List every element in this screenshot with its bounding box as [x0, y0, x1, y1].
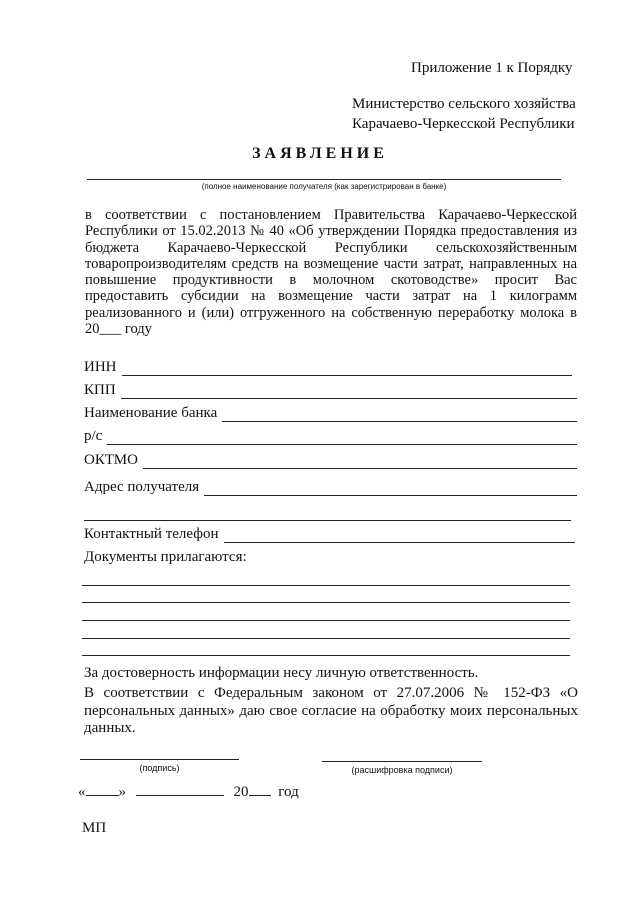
kpp-label: КПП [84, 382, 116, 398]
stamp-place: МП [82, 820, 107, 836]
addressee-block [352, 94, 576, 134]
date-year-suffix: год [278, 784, 299, 800]
oktmo-input-line[interactable] [143, 455, 577, 469]
phone-field[interactable] [84, 526, 575, 543]
appendix-reference: Приложение 1 к Порядку [411, 60, 573, 76]
inn-field[interactable] [84, 359, 572, 376]
inn-label: ИНН [84, 359, 117, 375]
document-title: ЗАЯВЛЕНИЕ [252, 145, 388, 162]
date-open-quote: « [78, 784, 86, 800]
documents-line-1[interactable] [82, 585, 570, 586]
phone-label: Контактный телефон [84, 526, 219, 542]
bank-field[interactable] [84, 405, 577, 422]
address-label: Адрес получателя [84, 479, 200, 495]
account-label: р/с [84, 428, 103, 444]
signature-caption: (подпись) [139, 763, 180, 773]
kpp-input-line[interactable] [121, 385, 577, 399]
date-line [78, 783, 299, 801]
date-close-quote: » [118, 784, 126, 800]
request-text: в соответствии с постановлением Правительства Карачаево-Черкесской Республики от 15.02.2013 № 40 «Об утверждении Порядка предоставления из бюджета Карачаево-Черкесской Республики сельскохозяйственным товаропроизводителям средств на возмещение части затрат, направленных на повышение продуктивности в молочном скотоводстве» просит Вас предоставить субсидии на возмещение части затрат на 1 килограмм реализованного и (или) отгруженного на собственную переработку молока в 20___ году [85, 207, 577, 338]
oktmo-field[interactable] [84, 452, 577, 469]
address-continuation-line[interactable] [84, 520, 571, 521]
oktmo-label: ОКТМО [84, 452, 138, 468]
bank-label: Наименование банка [84, 405, 218, 421]
recipient-name-line[interactable] [87, 179, 561, 180]
account-input-line[interactable] [107, 431, 577, 445]
address-input-line[interactable] [204, 482, 577, 496]
date-year-prefix: 20 [233, 784, 249, 800]
signature-line[interactable] [80, 759, 239, 760]
recipient-name-caption: (полное наименование получателя (как зарегистрирован в банке) [201, 182, 447, 191]
account-field[interactable] [84, 428, 577, 445]
signature-decoding-caption: (расшифровка подписи) [351, 765, 453, 775]
documents-line-5[interactable] [82, 655, 570, 656]
addressee-line-2: Карачаево-Черкесской Республики [352, 116, 575, 132]
kpp-field[interactable] [84, 382, 577, 399]
phone-input-line[interactable] [224, 529, 576, 543]
address-field[interactable] [84, 479, 577, 496]
bank-input-line[interactable] [222, 408, 577, 422]
date-month-blank[interactable] [136, 783, 224, 796]
documents-label: Документы прилагаются: [84, 549, 247, 565]
inn-input-line[interactable] [122, 362, 573, 376]
date-day-blank[interactable] [86, 783, 119, 796]
documents-line-4[interactable] [82, 638, 570, 639]
personal-data-consent: В соответствии с Федеральным законом от 27.07.2006 № 152-ФЗ «О персональных данных» даю свое согласие на обработку моих персональных данных. [84, 685, 578, 736]
documents-line-3[interactable] [82, 620, 570, 621]
responsibility-statement: За достоверность информации несу личную ответственность. [84, 665, 479, 681]
signature-decoding-line[interactable] [322, 761, 482, 762]
documents-line-2[interactable] [82, 602, 570, 603]
addressee-line-1: Министерство сельского хозяйства [352, 96, 576, 112]
date-year-blank[interactable] [249, 783, 271, 796]
